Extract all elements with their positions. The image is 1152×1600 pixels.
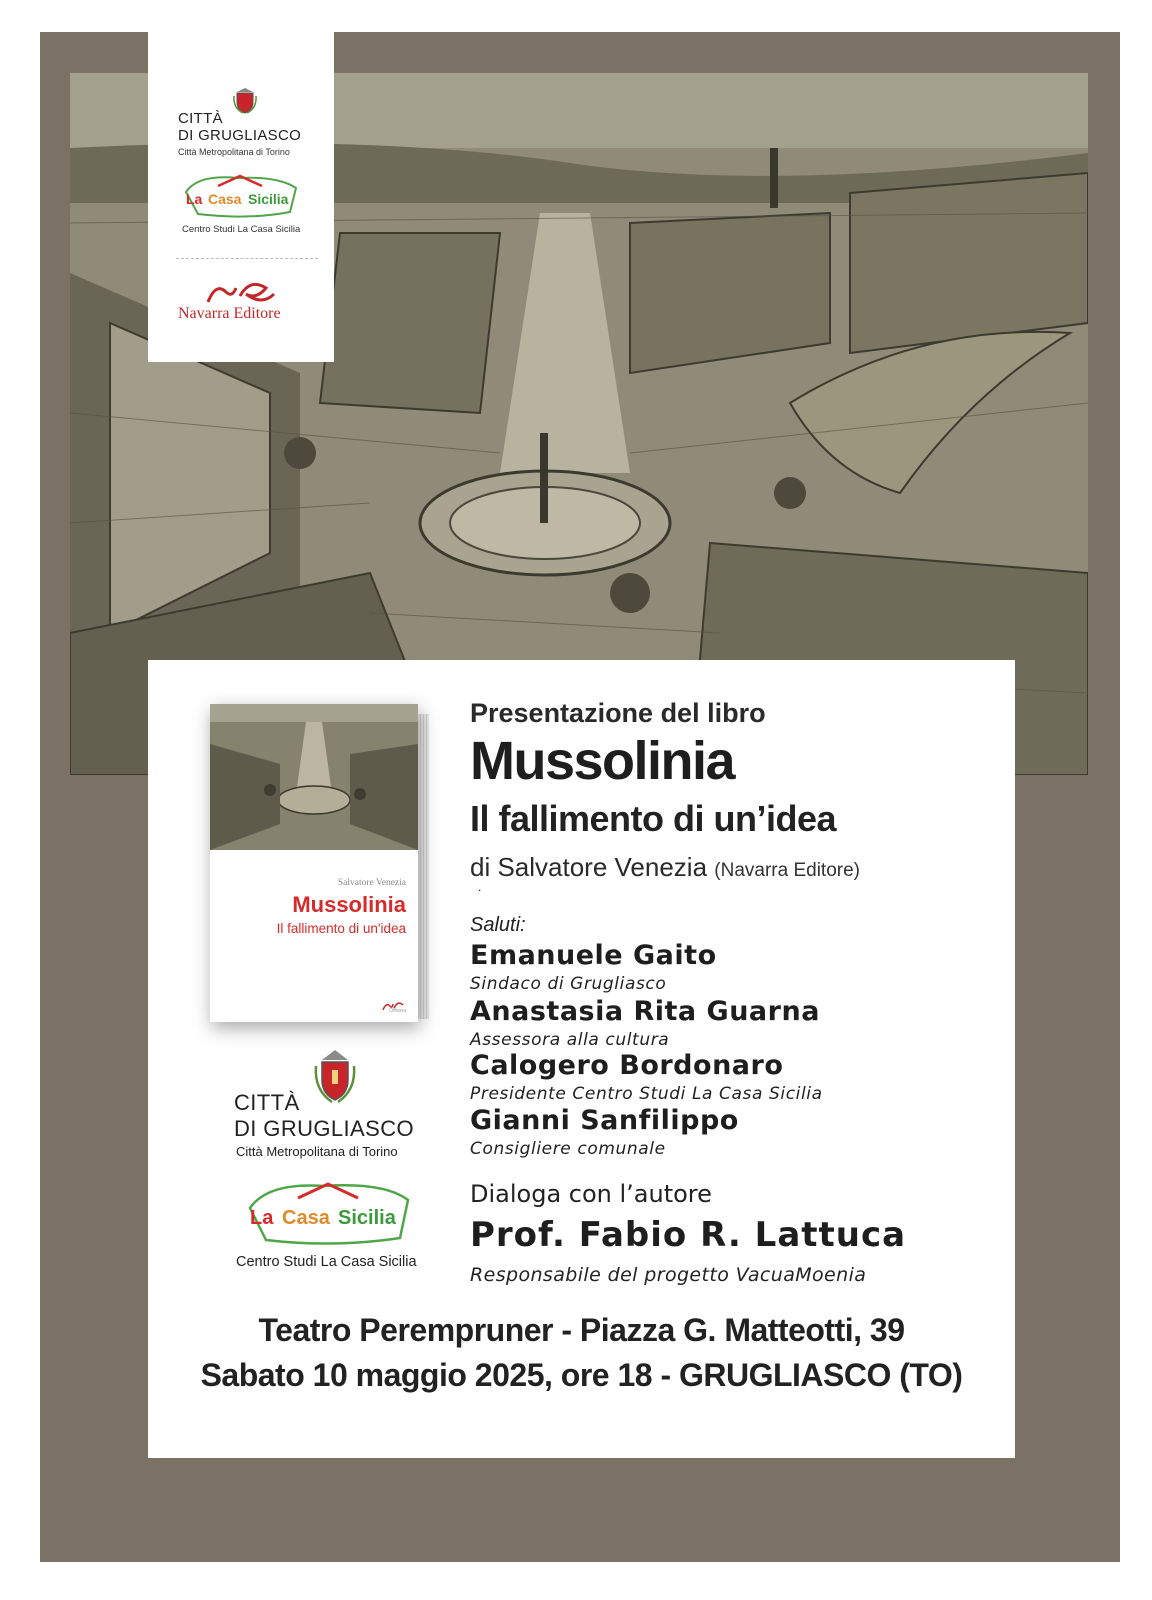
separator-dot: .	[478, 880, 482, 894]
casa-sicilia-logo-large	[244, 1178, 414, 1254]
speaker-name: Calogero Bordonaro	[470, 1050, 784, 1081]
casa-sicilia-caption-large: Centro Studi La Casa Sicilia	[236, 1254, 417, 1270]
author-name: di Salvatore Venezia	[470, 852, 708, 882]
logo-divider	[176, 258, 318, 259]
casa-sicilia-caption: Centro Studi La Casa Sicilia	[182, 224, 301, 235]
author-line	[470, 852, 860, 883]
dialogue-label: Dialoga con l’autore	[470, 1180, 712, 1208]
city-subtitle-large: Città Metropolitana di Torino	[236, 1144, 398, 1159]
svg-text:Casa: Casa	[282, 1207, 330, 1229]
navarra-logo-icon	[206, 280, 276, 308]
speaker-role: Presidente Centro Studi La Casa Sicilia	[470, 1084, 823, 1104]
greetings-label: Saluti:	[470, 914, 526, 936]
book-subtitle: Il fallimento di un'idea	[276, 921, 406, 936]
book-series: Officina	[389, 1008, 406, 1014]
speaker-role: Consigliere comunale	[470, 1139, 666, 1159]
speaker-role: Sindaco di Grugliasco	[470, 974, 667, 994]
speaker-name: Emanuele Gaito	[470, 940, 717, 971]
city-subtitle: Città Metropolitana di Torino	[178, 147, 290, 157]
date-line: Sabato 10 maggio 2025, ore 18 - GRUGLIASCO (TO)	[200, 1357, 963, 1393]
svg-text:Sicilia: Sicilia	[248, 191, 289, 207]
speaker-name: Gianni Sanfilippo	[470, 1105, 739, 1136]
book-main-subtitle: Il fallimento di un’idea	[470, 798, 837, 839]
venue-line: Teatro Perempruner - Piazza G. Matteotti, 39	[258, 1312, 905, 1348]
moderator-role: Responsabile del progetto VacuaMoenia	[470, 1264, 867, 1286]
speaker-role: Assessora alla cultura	[470, 1030, 670, 1050]
svg-text:La: La	[186, 191, 203, 207]
book-title: Mussolinia	[292, 892, 406, 917]
publisher-name: Navarra Editore	[178, 305, 281, 322]
moderator-name: Prof. Fabio R. Lattuca	[470, 1215, 907, 1255]
casa-sicilia-logo	[178, 172, 308, 226]
book-author: Salvatore Venezia	[337, 878, 406, 888]
book-cover	[210, 704, 430, 1022]
book-cover-image	[210, 704, 418, 850]
svg-text:La: La	[250, 1207, 274, 1229]
book-front	[210, 704, 418, 1022]
publisher-note: (Navarra Editore)	[714, 860, 860, 881]
event-intro: Presentazione del libro	[470, 698, 766, 728]
speaker-name: Anastasia Rita Guarna	[470, 996, 820, 1027]
svg-text:Sicilia: Sicilia	[338, 1207, 396, 1229]
event-panel	[148, 660, 1015, 1458]
sponsor-logo-box	[148, 32, 334, 362]
book-main-title: Mussolinia	[470, 731, 735, 791]
svg-text:Casa: Casa	[208, 191, 242, 207]
city-name-large: CITTÀ DI GRUGLIASCO	[234, 1090, 415, 1141]
city-name: CITTÀ DI GRUGLIASCO	[178, 110, 302, 144]
